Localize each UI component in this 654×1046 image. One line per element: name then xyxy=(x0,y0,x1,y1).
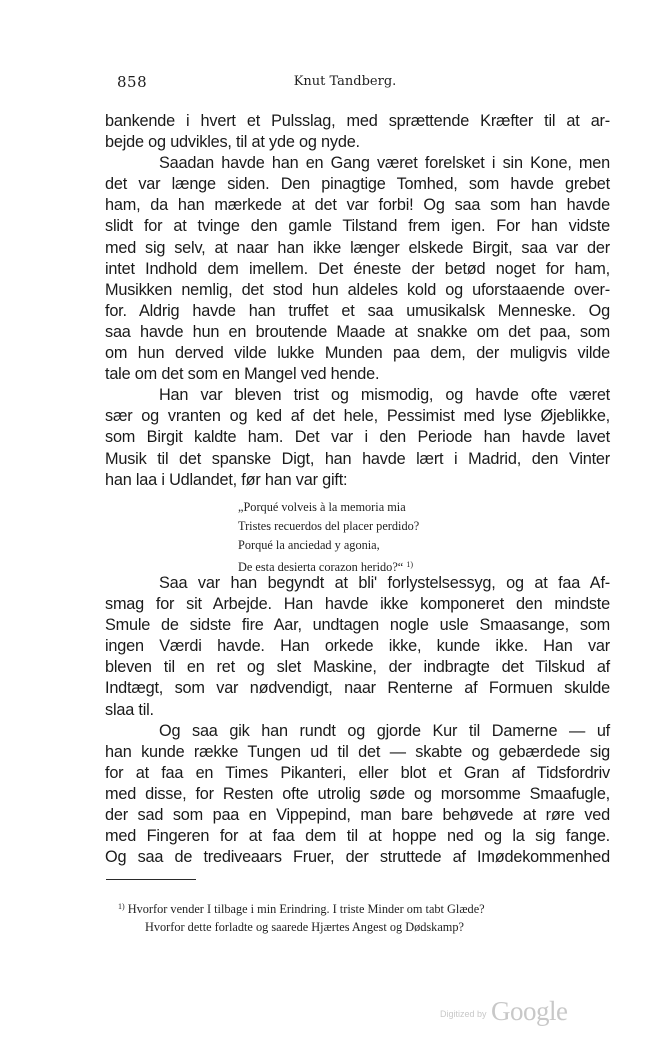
digitized-by-google-watermark xyxy=(440,996,567,1027)
page-number: 858 xyxy=(117,73,148,91)
poem-line: „Porqué volveis à la memoria mia xyxy=(238,500,406,514)
google-logo: Google xyxy=(490,996,568,1026)
text-line: for at faa en Times Pikanteri, eller blot et Gran af Tidsfordriv xyxy=(105,763,610,782)
text-line: Han var bleven trist og mismodig, og havde ofte været xyxy=(159,386,610,405)
footnote-line: Hvorfor dette forladte og saarede Hjærtes Angest og Dødskamp? xyxy=(145,920,464,934)
text-line: som Birgit kaldte ham. Det var i den Periode han havde lavet xyxy=(105,428,610,447)
footnote-text: Hvorfor vender I tilbage i min Erindring. I triste Minder om tabt Glæde? xyxy=(127,902,485,916)
text-line: om hun derved vilde lukke Munden paa dem, der muligvis vilde xyxy=(105,344,610,363)
text-line: med Fingeren for at faa dem til at hoppe ned og la sig fange. xyxy=(105,827,610,846)
text-line: Og saa de trediveaars Fruer, der struttede af Imødekommenhed xyxy=(105,848,610,867)
text-line: han laa i Udlandet, før han var gift: xyxy=(105,470,348,489)
text-line: bankende i hvert et Pulsslag, med sprættende Kræfter til at ar- xyxy=(105,112,610,130)
text-line: Indtægt, som var nødvendigt, naar Renterne af Formuen skulde xyxy=(105,679,610,698)
poem-block xyxy=(238,498,419,577)
footnote xyxy=(118,898,618,936)
poem-last-line: De esta desierta corazon herido?“ xyxy=(238,560,404,574)
text-line: bejde og udvikles, til at yde og nyde. xyxy=(105,133,360,152)
text-line: med disse, for Resten ofte utrolig søde og morsomme Smaafugle, xyxy=(105,784,610,803)
text-line: der sad som paa en Vippepind, man bare behøvede at røre ved xyxy=(105,806,610,825)
text-line: Og saa gik han rundt og gjorde Kur til Damerne — uf xyxy=(159,721,610,740)
poem-line: Porqué la anciedad y agonia, xyxy=(238,538,380,552)
running-title: Knut Tandberg. xyxy=(293,74,397,89)
text-line: sær og vranten og ked af det hele, Pessimist med lyse Øjeblikke, xyxy=(105,407,610,426)
text-line: saa havde hun en broutende Maade at snakke om det paa, som xyxy=(105,322,610,341)
text-line: Saadan havde han en Gang været forelsket i sin Kone, men xyxy=(159,154,610,173)
text-line: Smule de sidste fire Aar, undtagen nogle usle Smaasange, som xyxy=(105,616,610,635)
body-paragraphs-1 xyxy=(105,111,610,491)
text-line: for. Aldrig havde han truffet et saa umusikalsk Menneske. Og xyxy=(105,301,610,320)
text-line: ingen Værdi havde. Han orkede ikke, kunde ikke. Han var xyxy=(105,637,610,656)
footnote-reference: 1) xyxy=(406,560,413,569)
text-line: Musikken nemlig, det stod hun aldeles kold og uforstaaende over- xyxy=(105,280,610,299)
text-line: bleven til en ret og slet Maskine, der indbragte det Tilskud af xyxy=(105,658,610,677)
text-line: slaa til. xyxy=(105,700,154,719)
footnote-marker: 1) xyxy=(118,902,125,911)
footnote-rule xyxy=(106,879,196,880)
watermark-prefix: Digitized by xyxy=(440,1009,487,1019)
text-line: slidt for at tvinge den gamle Tilstand frem igen. For han vidste xyxy=(105,217,610,236)
text-line: smag for sit Arbejde. Han havde ikke komponeret den mindste xyxy=(105,595,610,614)
text-line: han kunde række Tungen ud til det — skabte og gebærdede sig xyxy=(105,742,610,761)
footnote-line xyxy=(118,898,618,918)
text-line: Saa var han begyndt at bli' forlystelsessyg, og at faa Af- xyxy=(159,574,610,592)
text-line: det var længe siden. Den pinagtige Tomhed, som havde grebet xyxy=(105,175,610,194)
text-line: tale om det som en Mangel ved hende. xyxy=(105,365,380,384)
text-line: Musik til det spanske Digt, han havde lært i Madrid, den Vinter xyxy=(105,449,610,468)
body-paragraphs-2 xyxy=(105,573,610,868)
text-line: intet Indhold dem imellem. Det éneste der betød noget for ham, xyxy=(105,259,610,278)
text-line: med sig selv, at naar han ikke længer elskede Birgit, saa var der xyxy=(105,238,610,257)
poem-line: Tristes recuerdos del placer perdido? xyxy=(238,519,420,533)
text-line: ham, da han mærkede at det var forbi! Og saa som han havde xyxy=(105,196,610,215)
